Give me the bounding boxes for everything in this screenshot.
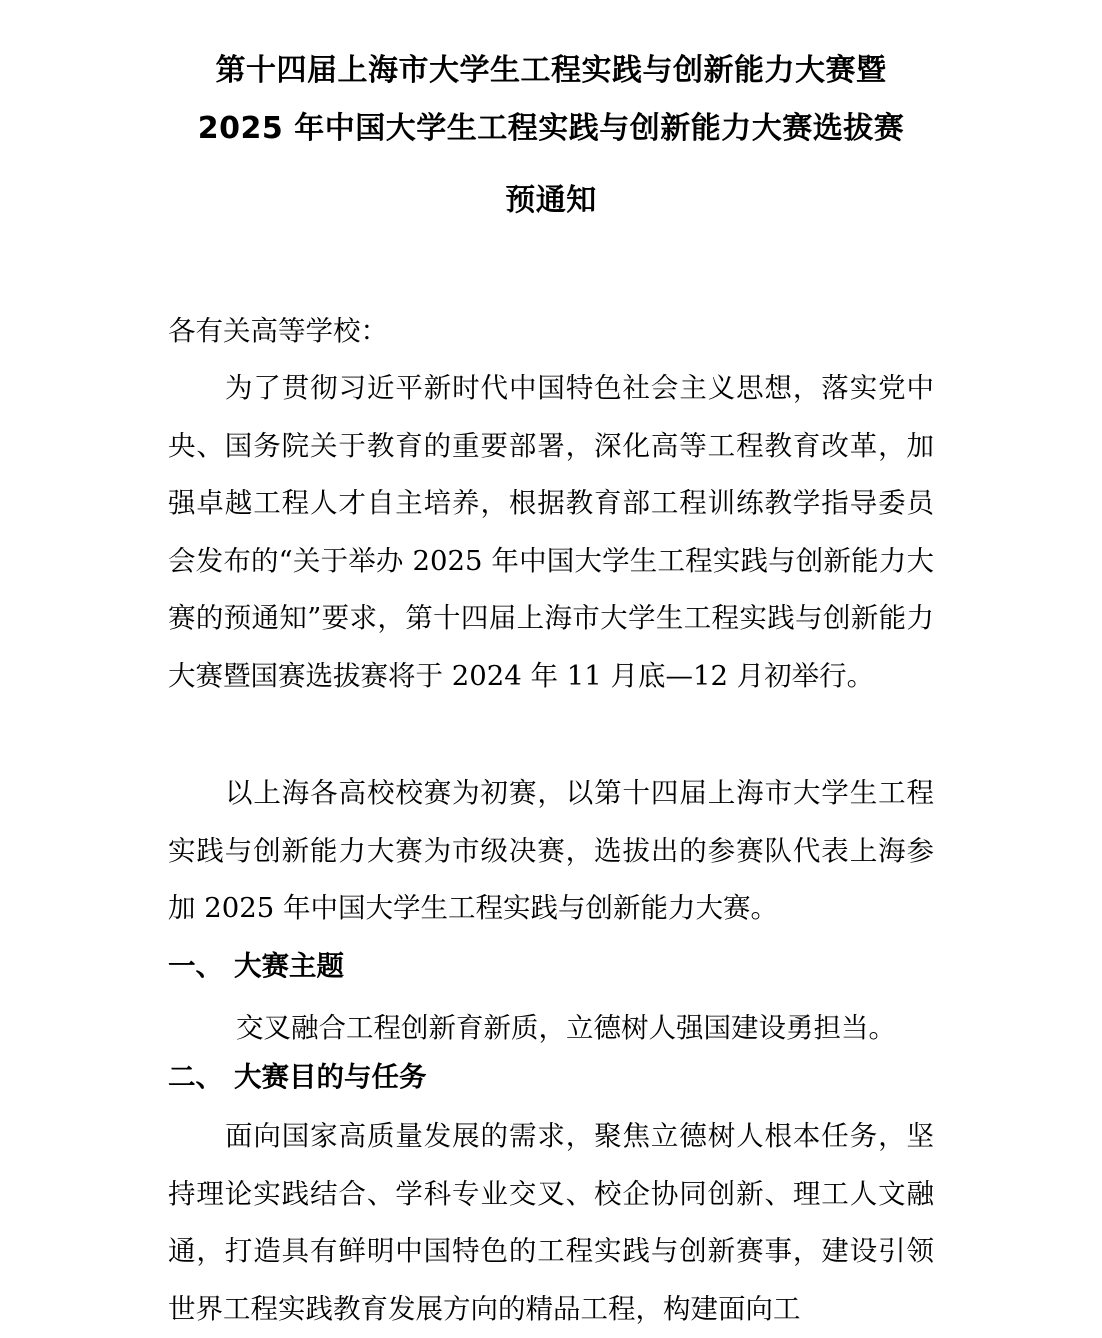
- title-line-1: 第十四届上海市大学生工程实践与创新能力大赛暨: [215, 53, 887, 88]
- section-number: 一、: [168, 950, 223, 982]
- title-line-3: 预通知: [505, 183, 597, 218]
- salutation: 各有关高等学校：: [168, 315, 388, 347]
- section-goals-content: 面向国家高质量发展的需求，聚焦立德树人根本任务，坚持理论实践结合、学科专业交叉、校企协同创新、理工人文融通，打造具有鲜明中国特色的工程实践与创新赛事，建设引领世界工程实践教育发展方向的精品工程，构建面向工: [168, 1120, 934, 1325]
- section-title: 大赛主题: [234, 950, 344, 982]
- section-theme-content: 交叉融合工程创新育新质，立德树人强国建设勇担当。: [236, 1012, 896, 1044]
- section-number: 二、: [168, 1061, 223, 1093]
- paragraph-intro: 为了贯彻习近平新时代中国特色社会主义思想，落实党中央、国务院关于教育的重要部署，深化高等工程教育改革，加强卓越工程人才自主培养，根据教育部工程训练教学指导委员会发布的“关于举办 2025 年中国大学生工程实践与创新能力大赛的预通知”要求，第十四届上海市大学生工程实践与创新能力大赛暨国赛选拔赛将于 2024 年 11 月底—12 月初举行。: [168, 372, 934, 692]
- section-heading-goals: [168, 1057, 427, 1097]
- title-line-2: 2025 年中国大学生工程实践与创新能力大赛选拔赛: [197, 111, 905, 146]
- section-title: 大赛目的与任务: [234, 1061, 427, 1093]
- section-heading-theme: [168, 946, 344, 986]
- paragraph-selection: 以上海各高校校赛为初赛，以第十四届上海市大学生工程实践与创新能力大赛为市级决赛，选拔出的参赛队代表上海参加 2025 年中国大学生工程实践与创新能力大赛。: [168, 777, 934, 924]
